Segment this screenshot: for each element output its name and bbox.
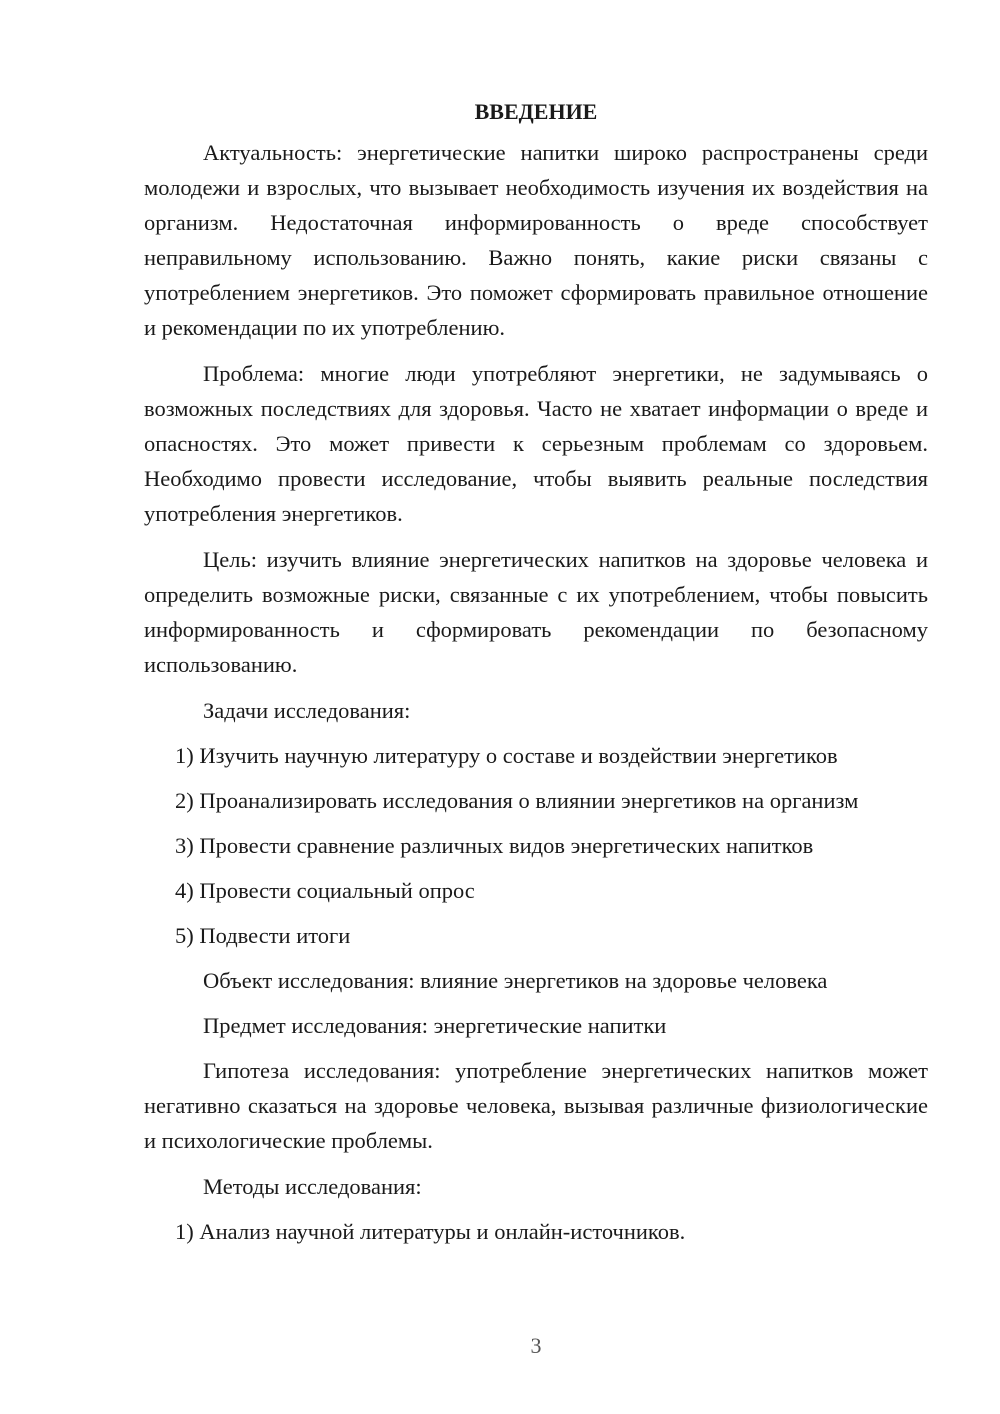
hypothesis-paragraph: Гипотеза исследования: употребление энергетических напитков может негативно сказаться на здоровье человека, вызывая различные физиологические и психологические проблемы. (144, 1058, 928, 1153)
task-item: 2) Проанализировать исследования о влиянии энергетиков на организм (175, 788, 859, 813)
section-heading: ВВЕДЕНИЕ (474, 99, 598, 124)
page-content (144, 94, 928, 1259)
method-item: 1) Анализ научной литературы и онлайн-источников. (175, 1219, 686, 1244)
goal-paragraph: Цель: изучить влияние энергетических напитков на здоровье человека и определить возможные риски, связанные с их употреблением, чтобы повысить информированность и сформировать рекомендации по безопасному использованию. (144, 547, 928, 677)
page-number: 3 (530, 1333, 542, 1358)
relevance-paragraph: Актуальность: энергетические напитки широко распространены среди молодежи и взрослых, что вызывает необходимость изучения их воздействия на организм. Недостаточная информированность о вреде способствует неправильному использованию. Важно понять, какие риски связаны с употреблением энергетиков. Это поможет сформировать правильное отношение и рекомендации по их употреблению. (144, 140, 928, 340)
subject-line: Предмет исследования: энергетические напитки (203, 1013, 667, 1038)
problem-paragraph: Проблема: многие люди употребляют энергетики, не задумываясь о возможных последствиях для здоровья. Часто не хватает информации о вреде и опасностях. Это может привести к серьезным проблемам со здоровьем. Необходимо провести исследование, чтобы выявить реальные последствия употребления энергетиков. (144, 361, 928, 526)
task-item: 5) Подвести итоги (175, 923, 351, 948)
task-item: 1) Изучить научную литературу о составе и воздействии энергетиков (175, 743, 838, 768)
task-item: 3) Провести сравнение различных видов энергетических напитков (175, 833, 814, 858)
task-item: 4) Провести социальный опрос (175, 878, 475, 903)
object-line: Объект исследования: влияние энергетиков на здоровье человека (203, 968, 828, 993)
tasks-title: Задачи исследования: (203, 698, 411, 723)
methods-title: Методы исследования: (203, 1174, 422, 1199)
